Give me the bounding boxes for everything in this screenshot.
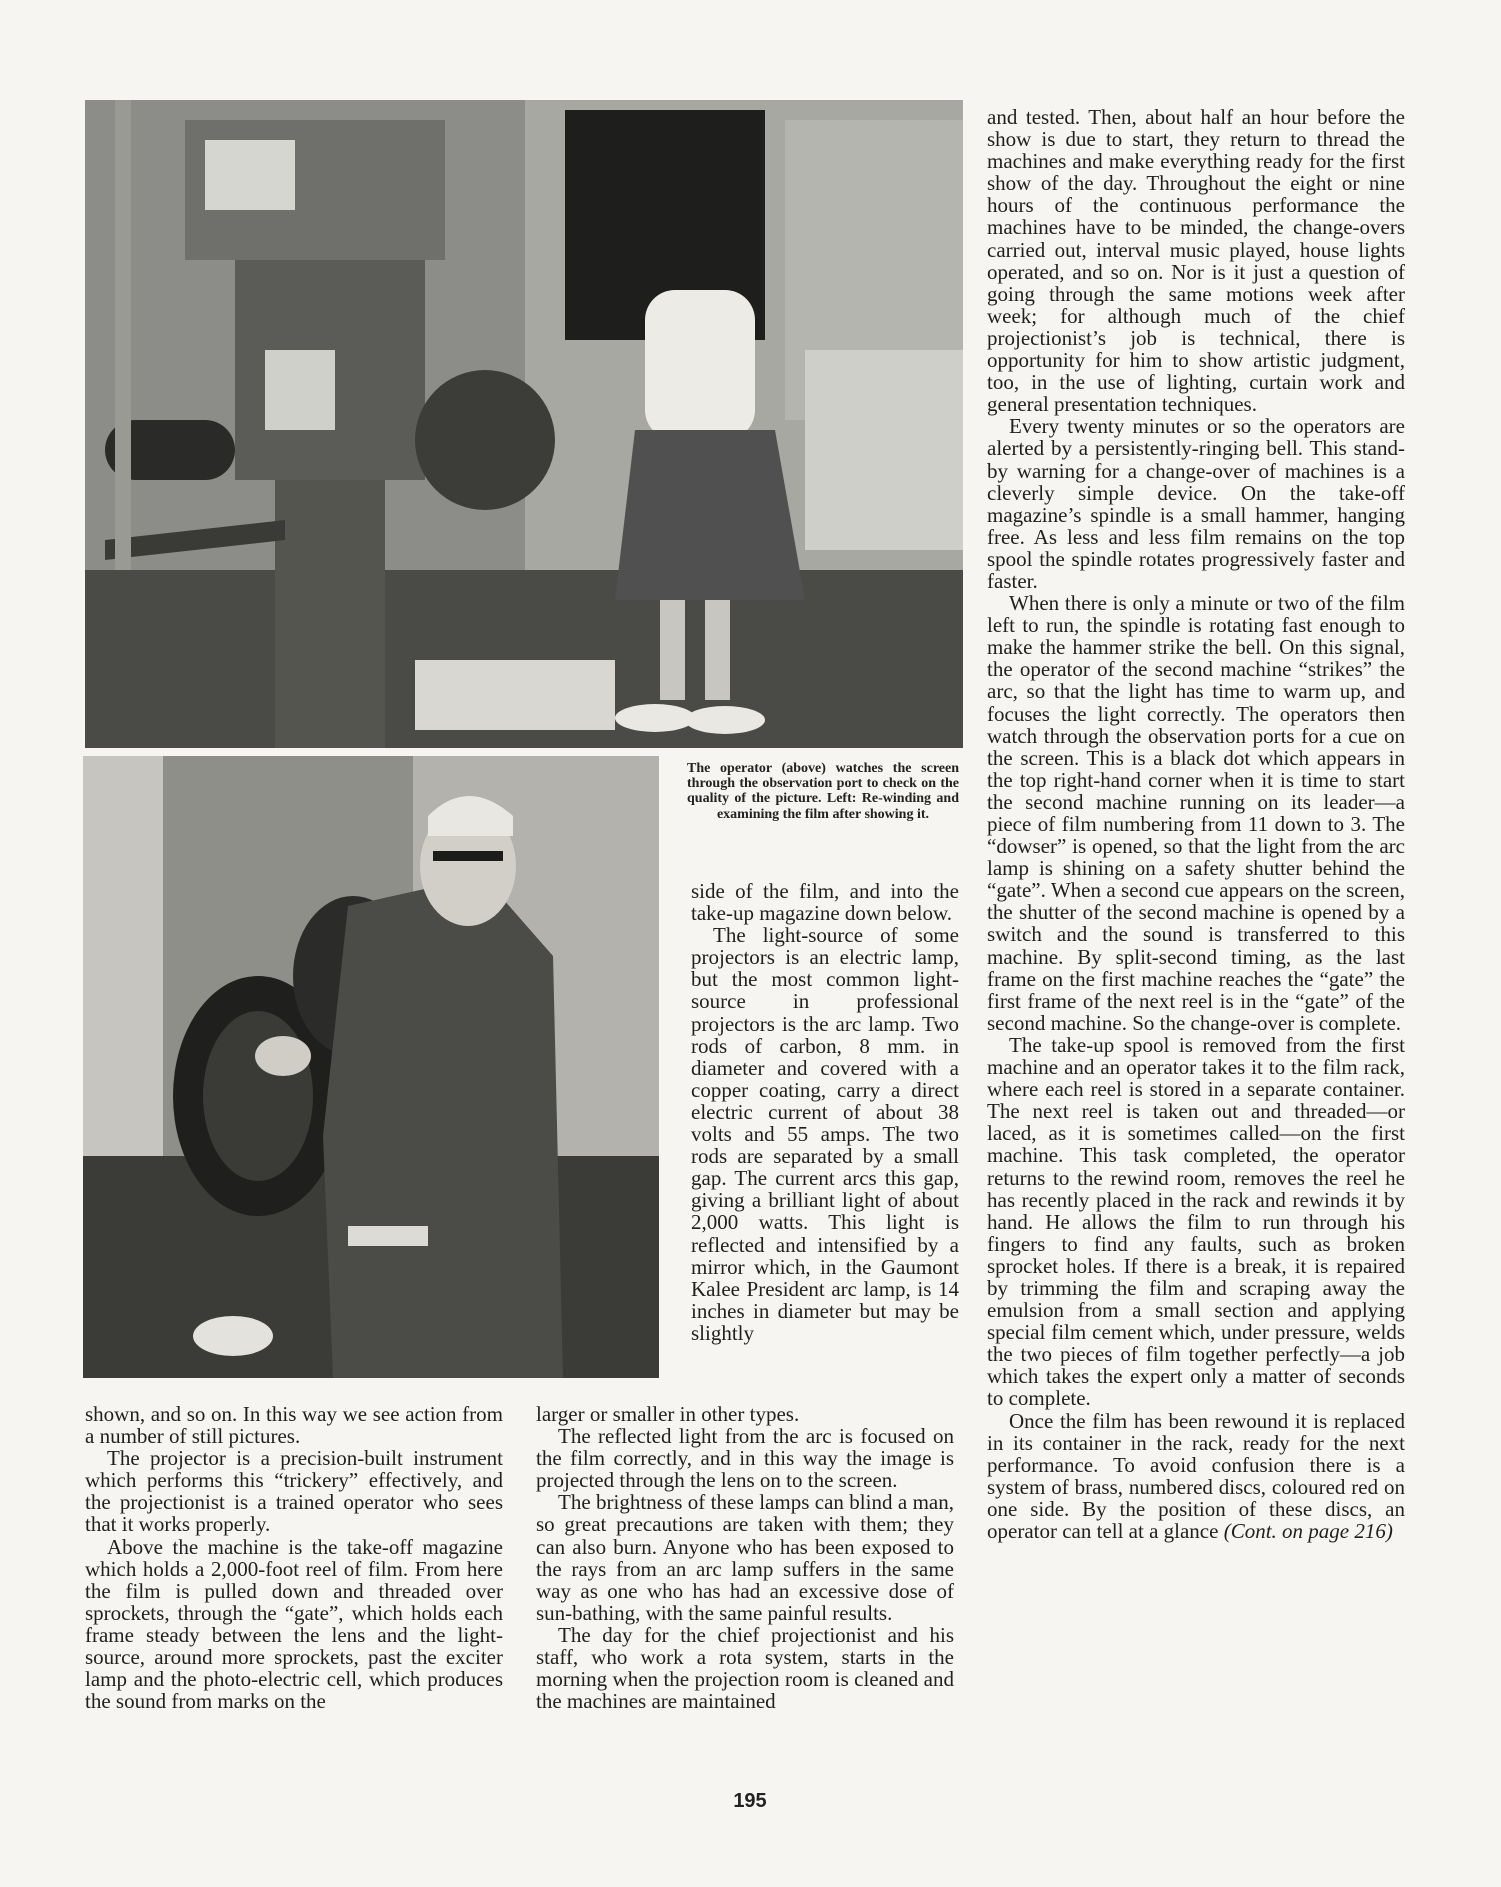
projector-room-photo [85, 100, 963, 748]
paragraph-text: Once the film has been rewound it is replaced in its container in the rack, ready for the next performance. To avoid confusion there is a system of brass, numbered discs, coloured red on one side. By the position of these discs, an operator can tell at a glance [987, 1408, 1405, 1543]
caption-text: The operator (above) watches the screen through the observation port to check on the quality of the picture. Left: Re-winding and examining the film after showing it. [687, 761, 959, 822]
paragraph: The reflected light from the arc is focused on the film correctly, and in this way the image is projected through the lens on to the screen. [536, 1424, 954, 1493]
paragraph: and tested. Then, about half an hour before the show is due to start, they return to thread the machines and make everything ready for the first show of the day. Throughout the eight or nine hours of the continuous performance the machines have to be minded, the change-overs carried out, interval music played, house lights operated, and so on. Nor is it just a question of going through the same motions week after week; for although much of the chief projectionist’s job is technical, there is opportunity for him to show artistic judgment, too, in the use of lighting, curtain work and general presentation techniques. [987, 105, 1405, 417]
paragraph-last [987, 1410, 1405, 1543]
mid-column-lower [536, 1403, 954, 1712]
paragraph: The take-up spool is removed from the first machine and an operator takes it to the film rack, where each reel is stored in a separate container. The next reel is taken out and threaded—or laced, as it is sometimes called—on the first machine. This task completed, the operator returns to the rewind room, removes the reel he has recently placed in the rack and rewinds it by hand. He allows the film to run through his fingers to find any faults, such as broken sprocket holes. If there is a break, it is repaired by trimming the film and scraping away the emulsion from a small section and applying special film cement which, under pressure, welds the two pieces of film together perfectly—a job which takes the expert only a matter of seconds to complete. [987, 1032, 1405, 1411]
left-column [85, 1403, 503, 1712]
paragraph: larger or smaller in other types. [536, 1402, 800, 1426]
mid-column-upper [691, 880, 959, 1344]
paragraph: The light-source of some projectors is an electric lamp, but the most common light-source in professional projectors is the arc lamp. Two rods of carbon, 8 mm. in diameter and covered with a copper coating, carry a direct electric current of about 38 volts and 55 amps. The two rods are separated by a small gap. The current arcs this gap, giving a brilliant light of about 2,000 watts. This light is reflected and intensified by a mirror which, in the Gaumont Kalee President arc lamp, is 14 inches in diameter but may be slightly [691, 923, 959, 1345]
paragraph: shown, and so on. In this way we see action from a number of still pictures. [85, 1402, 503, 1449]
photo-caption [687, 761, 959, 822]
top-photo [85, 100, 963, 748]
paragraph: The projector is a precision-built instrument which performs this “trickery” effectively, and the projectionist is a trained operator who sees that it works properly. [85, 1446, 503, 1537]
paragraph: Every twenty minutes or so the operators are alerted by a persistently-ringing bell. This stand-by warning for a change-over of machines is a cleverly simple device. On the take-off magazine’s spindle is a small hammer, hanging free. As less and less film remains on the top spool the spindle rotates progressively faster and faster. [987, 414, 1405, 593]
bottom-photo [83, 756, 659, 1378]
paragraph: The brightness of these lamps can blind a man, so great precautions are taken with them; they can also burn. Anyone who has been exposed to the rays from an arc lamp suffers in the same way as one who has had an excessive dose of sun-bathing, with the same painful results. [536, 1490, 954, 1625]
page-number: 195 [733, 1790, 767, 1812]
continuation-note: (Cont. on page 216) [1223, 1519, 1393, 1543]
paragraph: The day for the chief projectionist and his staff, who work a rota system, starts in the morning when the projection room is cleaned and the machines are maintained [536, 1622, 954, 1714]
paragraph: When there is only a minute or two of the film left to run, the spindle is rotating fast enough to make the hammer strike the bell. On this signal, the operator of the second machine “strikes” the arc, so that the light has time to warm up, and focuses the light correctly. The operators then watch through the observation ports for a cue on the screen. This is a black dot which appears in the top right-hand corner when it is time to start the second machine running on its leader—a piece of film numbering from 11 down to 3. The “dowser” is opened, so that the light from the arc lamp is shining on a safety shutter behind the “gate”. When a second cue appears on the screen, the shutter of the second machine is opened by a switch and the sound is transferred to this machine. By split-second timing, as the last frame on the first machine reaches the “gate” the first frame of the next reel is in the “gate” of the second machine. So the change-over is complete. [987, 591, 1405, 1035]
right-column [987, 106, 1405, 1542]
paragraph: side of the film, and into the take-up magazine down below. [691, 879, 959, 926]
rewinding-film-photo [83, 756, 659, 1378]
paragraph: Above the machine is the take-off magazine which holds a 2,000-foot reel of film. From here the film is pulled down and threaded over sprockets, through the “gate”, which holds each frame steady between the lens and the light-source, around more sprockets, past the exciter lamp and the photo-electric cell, which produces the sound from marks on the [85, 1534, 503, 1714]
